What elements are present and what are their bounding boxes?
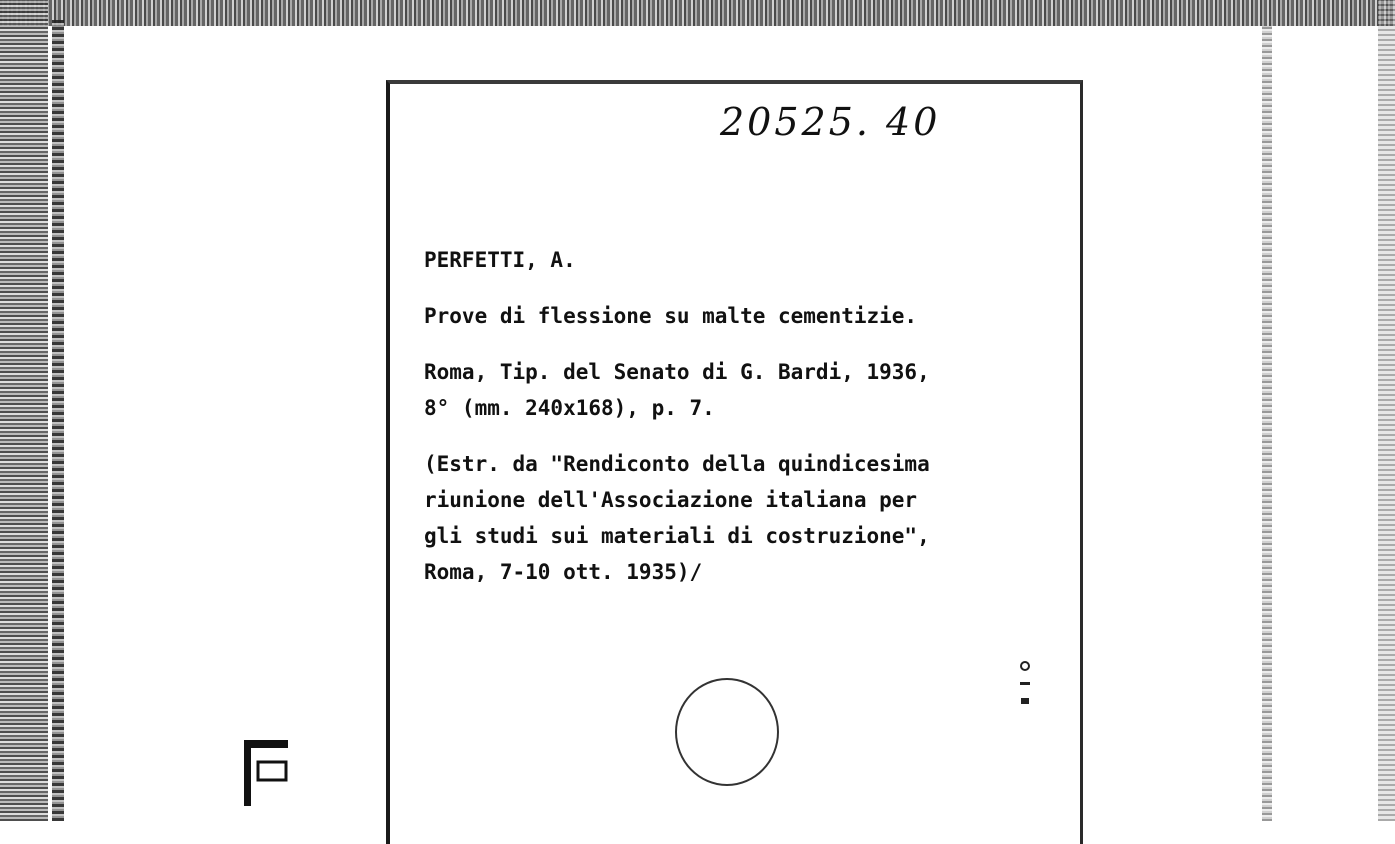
card-body xyxy=(424,242,1064,610)
drawer-rule-right xyxy=(1262,26,1272,821)
title-line: Prove di flessione su malte cementizie. xyxy=(424,304,918,328)
note-line: (Estr. da "Rendiconto della quindicesima xyxy=(424,452,930,476)
note-line: Roma, 7-10 ott. 1935)/ xyxy=(424,560,703,584)
note-line: riunione dell'Associazione italiana per xyxy=(424,488,918,512)
margin-mark-icon xyxy=(1018,660,1032,716)
catalog-card xyxy=(386,80,1083,844)
drawer-rule-left xyxy=(52,20,64,821)
scan-border-right xyxy=(1378,0,1395,821)
call-number: 20525. 40 xyxy=(720,100,941,144)
scan-border-top xyxy=(0,0,1395,26)
author-line: PERFETTI, A. xyxy=(424,248,576,272)
scan-border-left xyxy=(0,0,48,821)
imprint-line: 8° (mm. 240x168), p. 7. xyxy=(424,396,715,420)
note-line: gli studi sui materiali di costruzione", xyxy=(424,524,930,548)
drawer-tab-icon xyxy=(244,740,292,806)
punch-hole-icon xyxy=(675,678,779,786)
imprint-line: Roma, Tip. del Senato di G. Bardi, 1936, xyxy=(424,360,930,384)
